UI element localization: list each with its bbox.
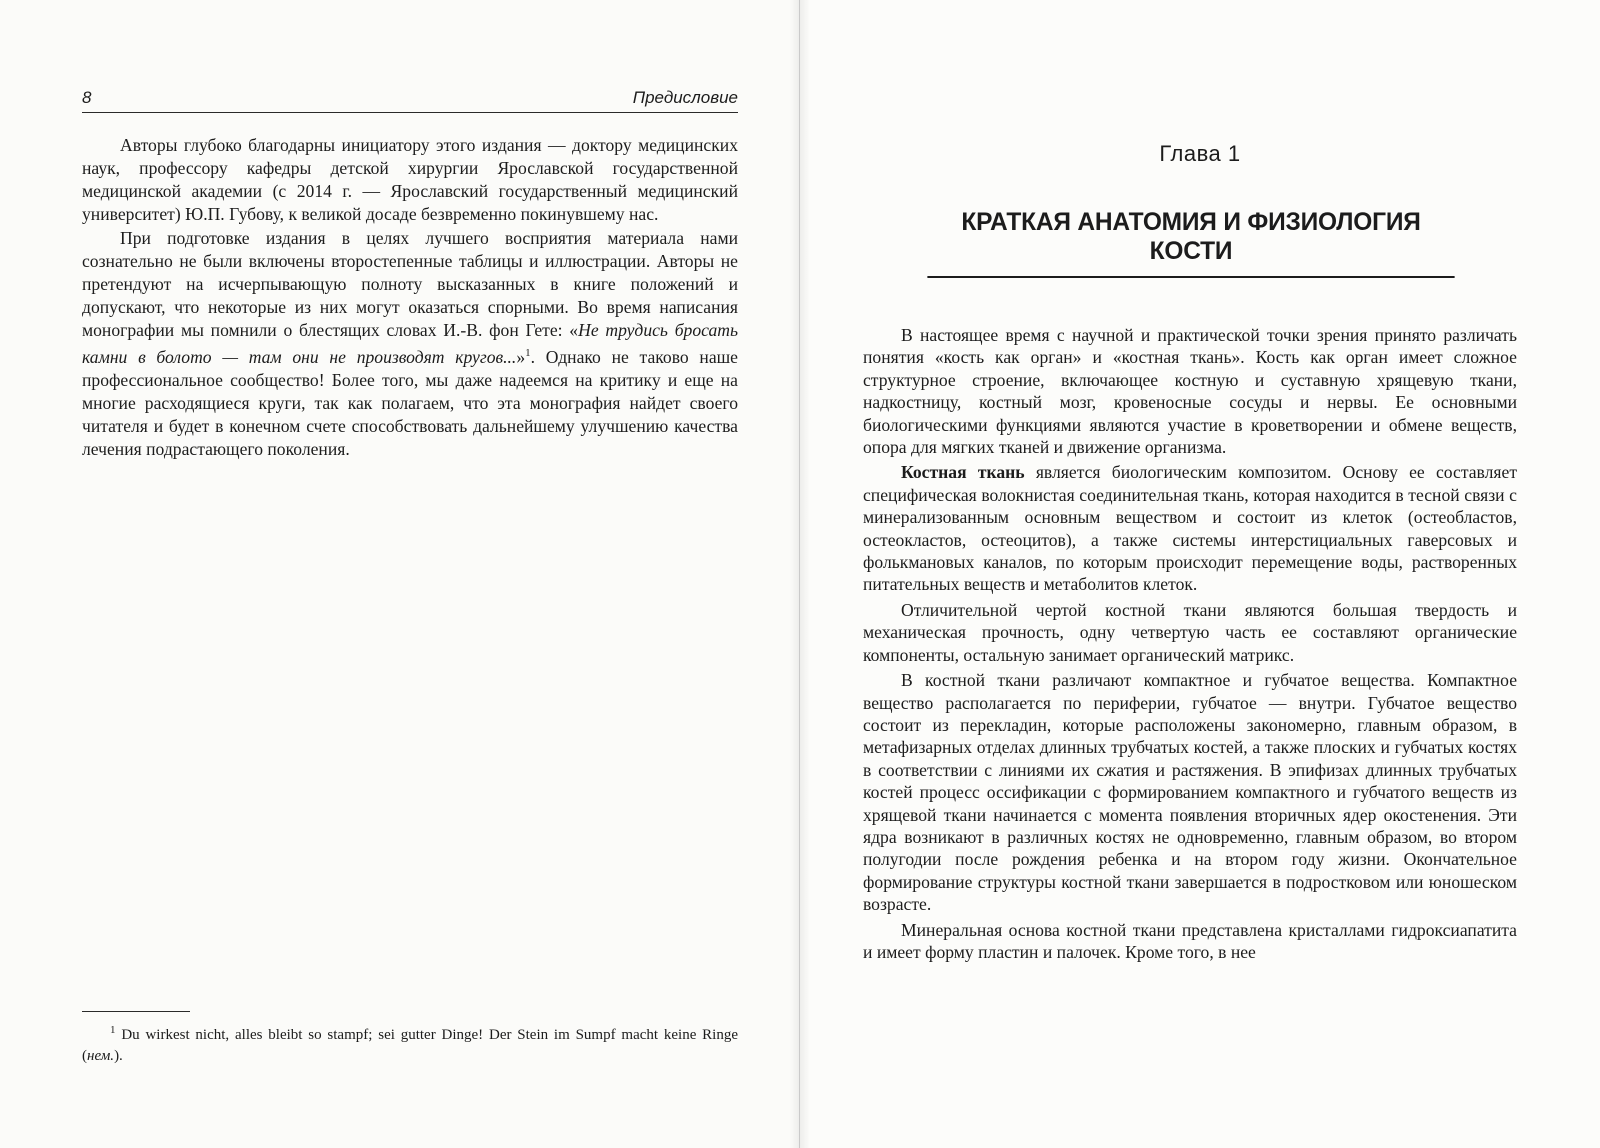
chapter-title: КРАТКАЯ АНАТОМИЯ И ФИЗИОЛОГИЯ КОСТИ (927, 208, 1454, 278)
paragraph-text: является биологическим композитом. Основу ее составляет специфическая волокнистая соединительная ткань, которая находится в тесной связи с минерализованным основным веществом и состоит из клеток (остеобластов, остеокластов, остеоцитов), а также системы интерстициальных гаверсовых и фолькмановых каналов, по которым происходит перемещение воды, растворенных питательных веществ и метаболитов клеток. (863, 462, 1518, 595)
footnote-rule (82, 1011, 190, 1012)
chapter-label: Глава 1 (1159, 141, 1241, 166)
footnote-ref[interactable]: 1 (525, 347, 531, 359)
paragraph-goethe (82, 227, 738, 461)
paragraph-bone-tissue (863, 461, 1517, 595)
footnote (82, 1020, 738, 1067)
left-body-text (82, 134, 738, 461)
paragraph: Минеральная основа костной ткани представлена кристаллами гидроксиапатита и имеет форму пластин и палочек. Кроме того, в нее (863, 919, 1517, 962)
right-body-text (863, 324, 1517, 963)
paragraph: В настоящее время с научной и практической точки зрения принято различать понятия «кость как орган» и «костная ткань». Кость как орган имеет сложное структурное строение, включающее костную и суставную хрящевую ткани, надкостницу, костный мозг, кровеносные сосуды и нервы. Ее основными биологическими функциями являются участие в кроветворении и обмене веществ, опора для мягких тканей и движение организма. (863, 325, 1517, 458)
page-number: 8 (82, 88, 92, 107)
footnote-lang: нем. (87, 1048, 115, 1064)
term-bold: Костная ткань (901, 462, 1025, 483)
paragraph: Авторы глубоко благодарны инициатору этого издания — доктору медицинских наук, профессору кафедры детской хирургии Ярославской государственной медицинской академии (с 2014 г. — Ярославский государственный медицинский университет) Ю.П. Губову, к великой досаде безвременно покинувшему нас. (82, 135, 738, 224)
paragraph: В костной ткани различают компактное и губчатое вещества. Компактное вещество располагается по периферии, губчатое — внутри. Губчатое вещество состоит из перекладин, которые расположены закономерно, главным образом, в метафизарных отделах длинных трубчатых костей, а также плоских и губчатых костях в соответствии с линиями их сжатия и растяжения. В эпифизах длинных трубчатых костей процесс оссификации с формированием компактного и губчатого веществ из хрящевой ткани начинается с момента появления вторичных ядер окостенения. Эти ядра возникают в различных костях не одновременно, главным образом, во втором полугодии после рождения ребенка и на втором году жизни. Окончательное формирование структуры костной ткани завершается в подростковом или юношеском возрасте. (863, 670, 1517, 915)
running-header (82, 86, 738, 113)
footnote-mark: 1 (110, 1024, 116, 1036)
goethe-quote: Не трудись бросать камни в болото — там они не производят кругов... (82, 320, 738, 367)
footnote-text: Du wirkest nicht, alles bleibt so stampf; sei gutter Dinge! Der Stein im Sumpf macht keine Ringe ( (82, 1027, 738, 1064)
right-page (800, 0, 1600, 1148)
section-title: Предисловие (632, 88, 738, 107)
paragraph-text: При подготовке издания в целях лучшего восприятия материала нами сознательно не были включены второстепенные таблицы и иллюстрации. Авторы не претендуют на исчерпывающую полноту высказанных в книге положений и допускают, что некоторые из них могут оказаться спорными. Во время написания монографии мы помнили о блестящих словах И.-В. фон Гете: « (82, 228, 738, 340)
paragraph-text: . Однако не таково наше профессиональное сообщество! Более того, мы даже надеемся на критику и еще на многие расходящиеся круги, так как полагаем, что эта монография найдет своего читателя и будет в конечном счете способствовать дальнейшему улучшению качества лечения подрастающего поколения. (82, 346, 738, 459)
quote-close: » (516, 346, 526, 367)
footnote-end: ). (114, 1048, 123, 1064)
paragraph: Отличительной чертой костной ткани являются большая твердость и механическая прочность, одну четвертую часть ее составляют органические компоненты, остальную занимает органический матрикс. (863, 599, 1517, 665)
